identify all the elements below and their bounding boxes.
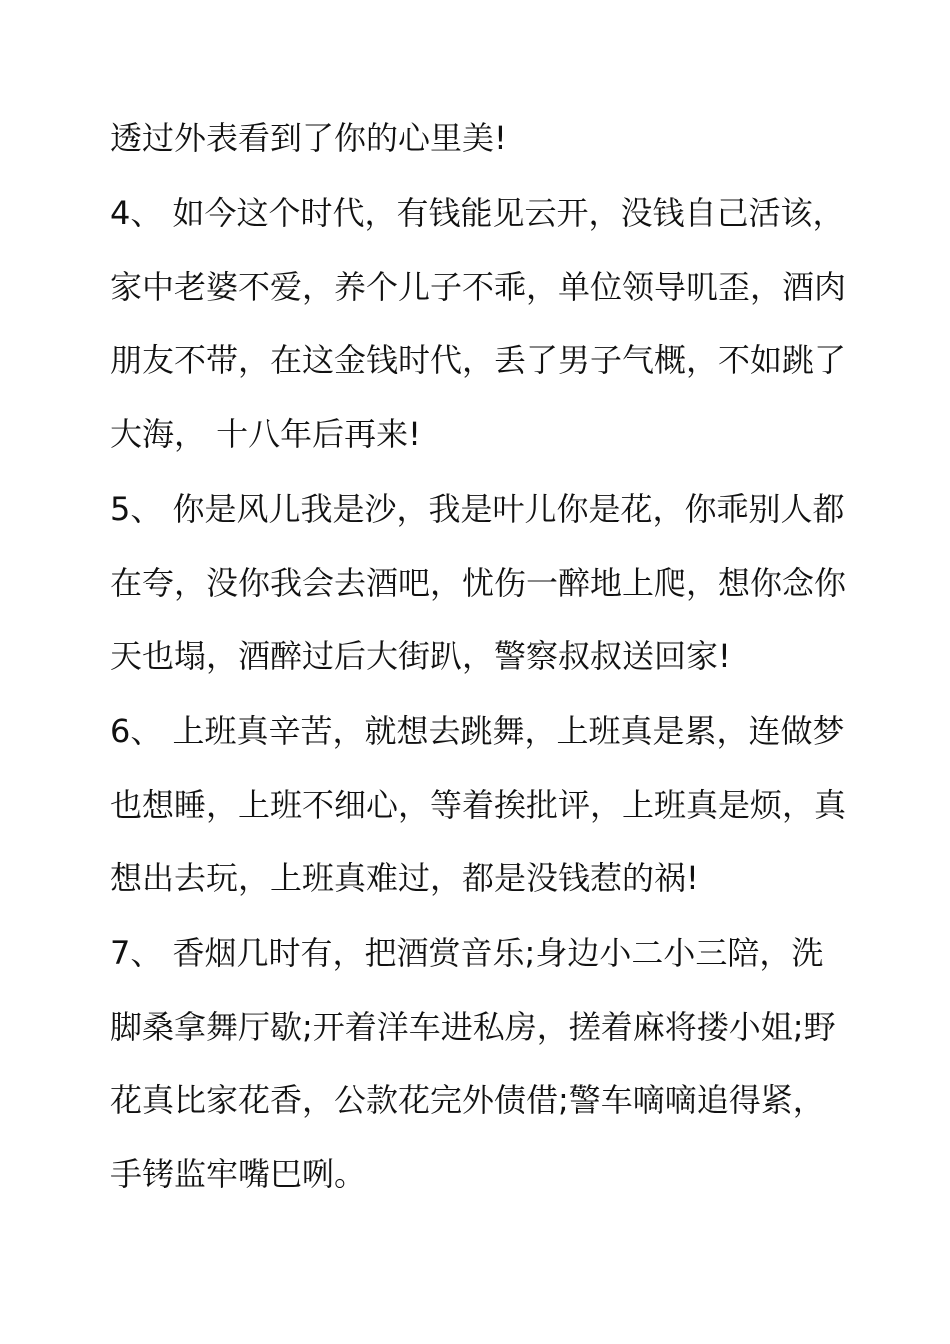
- text-line-9: 6、 上班真辛苦，就想去跳舞，上班真是累，连做梦: [110, 712, 845, 750]
- text-line-3: 家中老婆不爱，养个儿子不乖，单位领导叽歪，酒肉: [110, 268, 847, 306]
- text-line-10: 也想睡，上班不细心，等着挨批评，上班真是烦，真: [110, 786, 847, 824]
- text-line-8: 天也塌，酒醉过后大街趴，警察叔叔送回家!: [110, 637, 731, 675]
- text-line-11: 想出去玩，上班真难过，都是没钱惹的祸!: [110, 859, 699, 897]
- text-line-6: 5、 你是风儿我是沙，我是叶儿你是花，你乖别人都: [110, 490, 845, 528]
- text-line-1: 透过外表看到了你的心里美!: [110, 119, 507, 157]
- text-line-4: 朋友不带，在这金钱时代，丢了男子气概，不如跳了: [110, 341, 847, 379]
- text-line-14: 花真比家花香，公款花完外债借;警车嘀嘀追得紧，: [110, 1081, 825, 1119]
- text-line-13: 脚桑拿舞厅歇;开着洋车进私房，搓着麻将搂小姐;野: [110, 1008, 836, 1046]
- text-line-15: 手铐监牢嘴巴咧。: [110, 1155, 367, 1193]
- text-line-2: 4、 如今这个时代，有钱能见云开，没钱自己活该，: [110, 194, 845, 232]
- text-line-5: 大海， 十八年后再来!: [110, 415, 422, 453]
- text-line-12: 7、 香烟几时有，把酒赏音乐;身边小二小三陪，洗: [110, 934, 824, 972]
- text-line-7: 在夸，没你我会去酒吧，忧伤一醉地上爬，想你念你: [110, 564, 847, 602]
